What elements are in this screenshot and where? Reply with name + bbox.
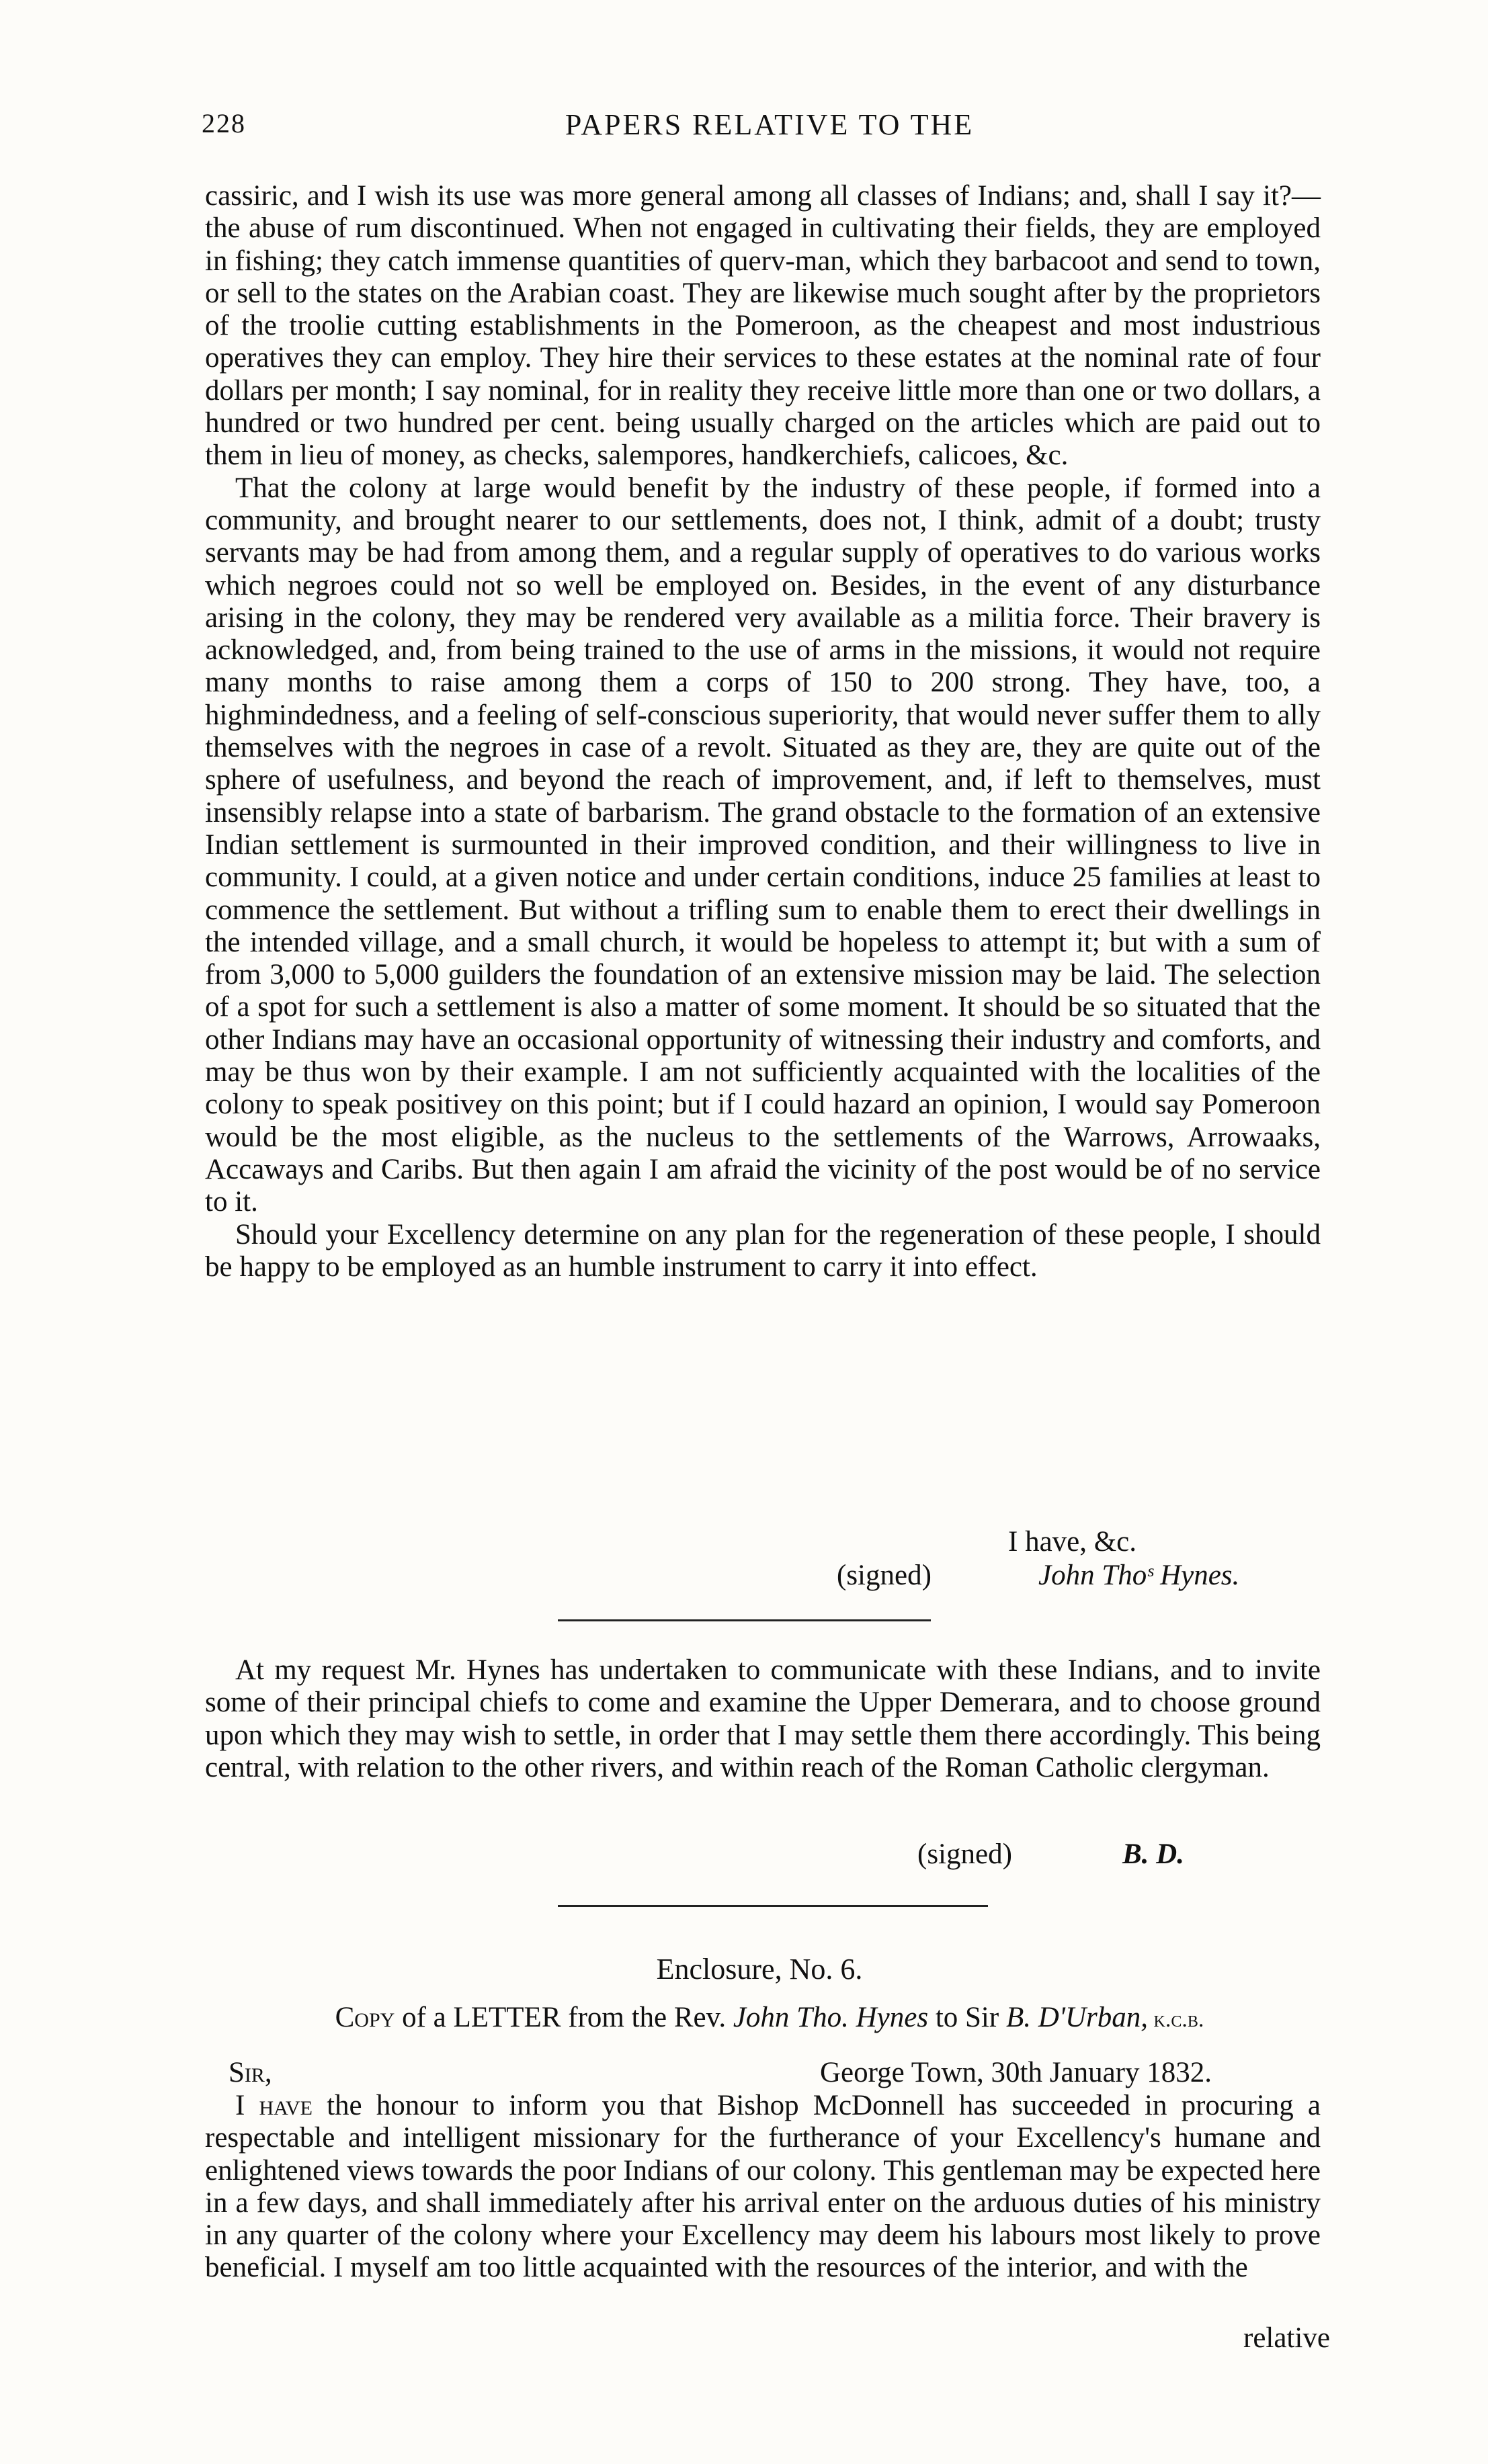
page-number: 228 <box>202 108 246 138</box>
date-place: George Town, 30th January 1832. <box>820 2057 1212 2088</box>
paragraph: At my request Mr. Hynes has undertaken to communicate with these Indians, and to invite some of their principal chiefs to come and examine the Upper Demerara, and to choose ground upon which they may wish to settle, in order that I may settle them there accordingly. This being central, with relation to the other rivers, and within reach of the Roman Catholic clergyman. <box>205 1654 1321 1783</box>
divider-rule <box>558 1619 931 1621</box>
signed-label: (signed) <box>837 1560 932 1591</box>
heading-text: of a LETTER from the Rev. <box>395 2002 733 2033</box>
paragraph <box>205 2090 1321 2285</box>
running-title: PAPERS RELATIVE TO THE <box>565 108 975 141</box>
heading-honor: k.c.b. <box>1148 2007 1204 2032</box>
signature: B. D. <box>1122 1838 1184 1870</box>
opening-word: I have <box>235 2090 313 2121</box>
paragraph-text: the honour to inform you that Bishop McDonnell has succeeded in procuring a respectable and intelligent missionary for the furtherance of your Excellency's humane and enlightened views towards the poor Indians of our colony. This gentleman may be expected here in a few days, and shall immediately after his arrival enter on the arduous duties of his ministry in any quarter of the colony where your Excellency may deem his labours most likely to prove beneficial. I myself am too little acquainted with the resources of the interior, and with the <box>205 2090 1321 2284</box>
heading-author: John Tho. Hynes <box>733 2002 929 2033</box>
closing-line: I have, &c. <box>1008 1526 1137 1558</box>
heading-recipient: B. D'Urban, <box>1005 2002 1149 2033</box>
signed-label: (signed) <box>917 1838 1012 1870</box>
divider-rule <box>558 1905 988 1907</box>
signature-line <box>0 1559 1488 1592</box>
heading-text: to Sir <box>928 2002 1006 2033</box>
paragraph: Should your Excellency determine on any plan for the regeneration of these people, I should be happy to be employed as an humble instrument to carry it into effect. <box>205 1218 1321 1283</box>
salutation: Sir, <box>229 2057 272 2088</box>
letter-heading <box>202 2001 1337 2034</box>
enclosure-title: Enclosure, No. 6. <box>656 1953 863 1986</box>
running-head <box>202 108 1337 155</box>
enclosure-letter-body <box>205 2090 1321 2285</box>
signature-line <box>0 1838 1488 1871</box>
salutation-row <box>229 2056 1317 2090</box>
paragraph: cassiric, and I wish its use was more general among all classes of Indians; and, shall I say it?—the abuse of rum discontinued. When not engaged in cultivating their fields, they are employed in fishing; they catch immense quantities of querv-man, which they barbacoot and send to town, or sell to the states on the Arabian coast. They are likewise much sought after by the proprietors of the troolie cutting establishments in the Pomeroon, as the cheapest and most industrious operatives they can employ. They hire their services to these estates at the nominal rate of four dollars per month; I say nominal, for in reality they receive little more than one or two dollars, a hundred or two hundred per cent. being usually charged on the articles which are paid out to them in lieu of money, as checks, salempores, handkerchiefs, calicoes, &c. <box>205 180 1321 472</box>
heading-copy: Copy <box>335 2002 395 2033</box>
letter-body-continued <box>205 180 1321 1283</box>
signature: John Thoˢ Hynes. <box>1038 1560 1240 1591</box>
paragraph: That the colony at large would benefit by the industry of these people, if formed into a community, and brought nearer to our settlements, does not, I think, admit of a doubt; trusty servants may be had from among them, and a regular supply of operatives to do various works which negroes could not so well be employed on. Besides, in the event of any disturbance arising in the colony, they may be rendered very available as a militia force. Their bravery is acknowledged, and, from being trained to the use of arms in the missions, it would not require many months to raise among them a corps of 150 to 200 strong. They have, too, a highmindedness, and a feeling of self-conscious superiority, that would never suffer them to ally themselves with the negroes in case of a revolt. Situated as they are, they are quite out of the sphere of usefulness, and beyond the reach of improvement, and, if left to themselves, must insensibly relapse into a state of barbarism. The grand obstacle to the formation of an extensive Indian settlement is surmounted in their improved condition, and their willingness to live in community. I could, at a given notice and under certain conditions, induce 25 families at least to commence the settlement. But without a trifling sum to enable them to erect their dwellings in the intended village, and a small church, it would be hopeless to attempt it; but with a sum of from 3,000 to 5,000 guilders the foundation of an extensive mission may be laid. The selection of a spot for such a settlement is also a matter of some moment. It should be so situated that the other Indians may have an occasional opportunity of witnessing their industry and comforts, and may be thus won by their example. I am not sufficiently acquainted with the localities of the colony to speak positivey on this point; but if I could hazard an opinion, I would say Pomeroon would be the most eligible, as the nucleus to the settlements of the Warrows, Arrowaaks, Accaways and Caribs. But then again I am afraid the vicinity of the post would be of no service to it. <box>205 472 1321 1218</box>
catchword: relative <box>1243 2322 1330 2354</box>
governor-note <box>205 1654 1321 1784</box>
